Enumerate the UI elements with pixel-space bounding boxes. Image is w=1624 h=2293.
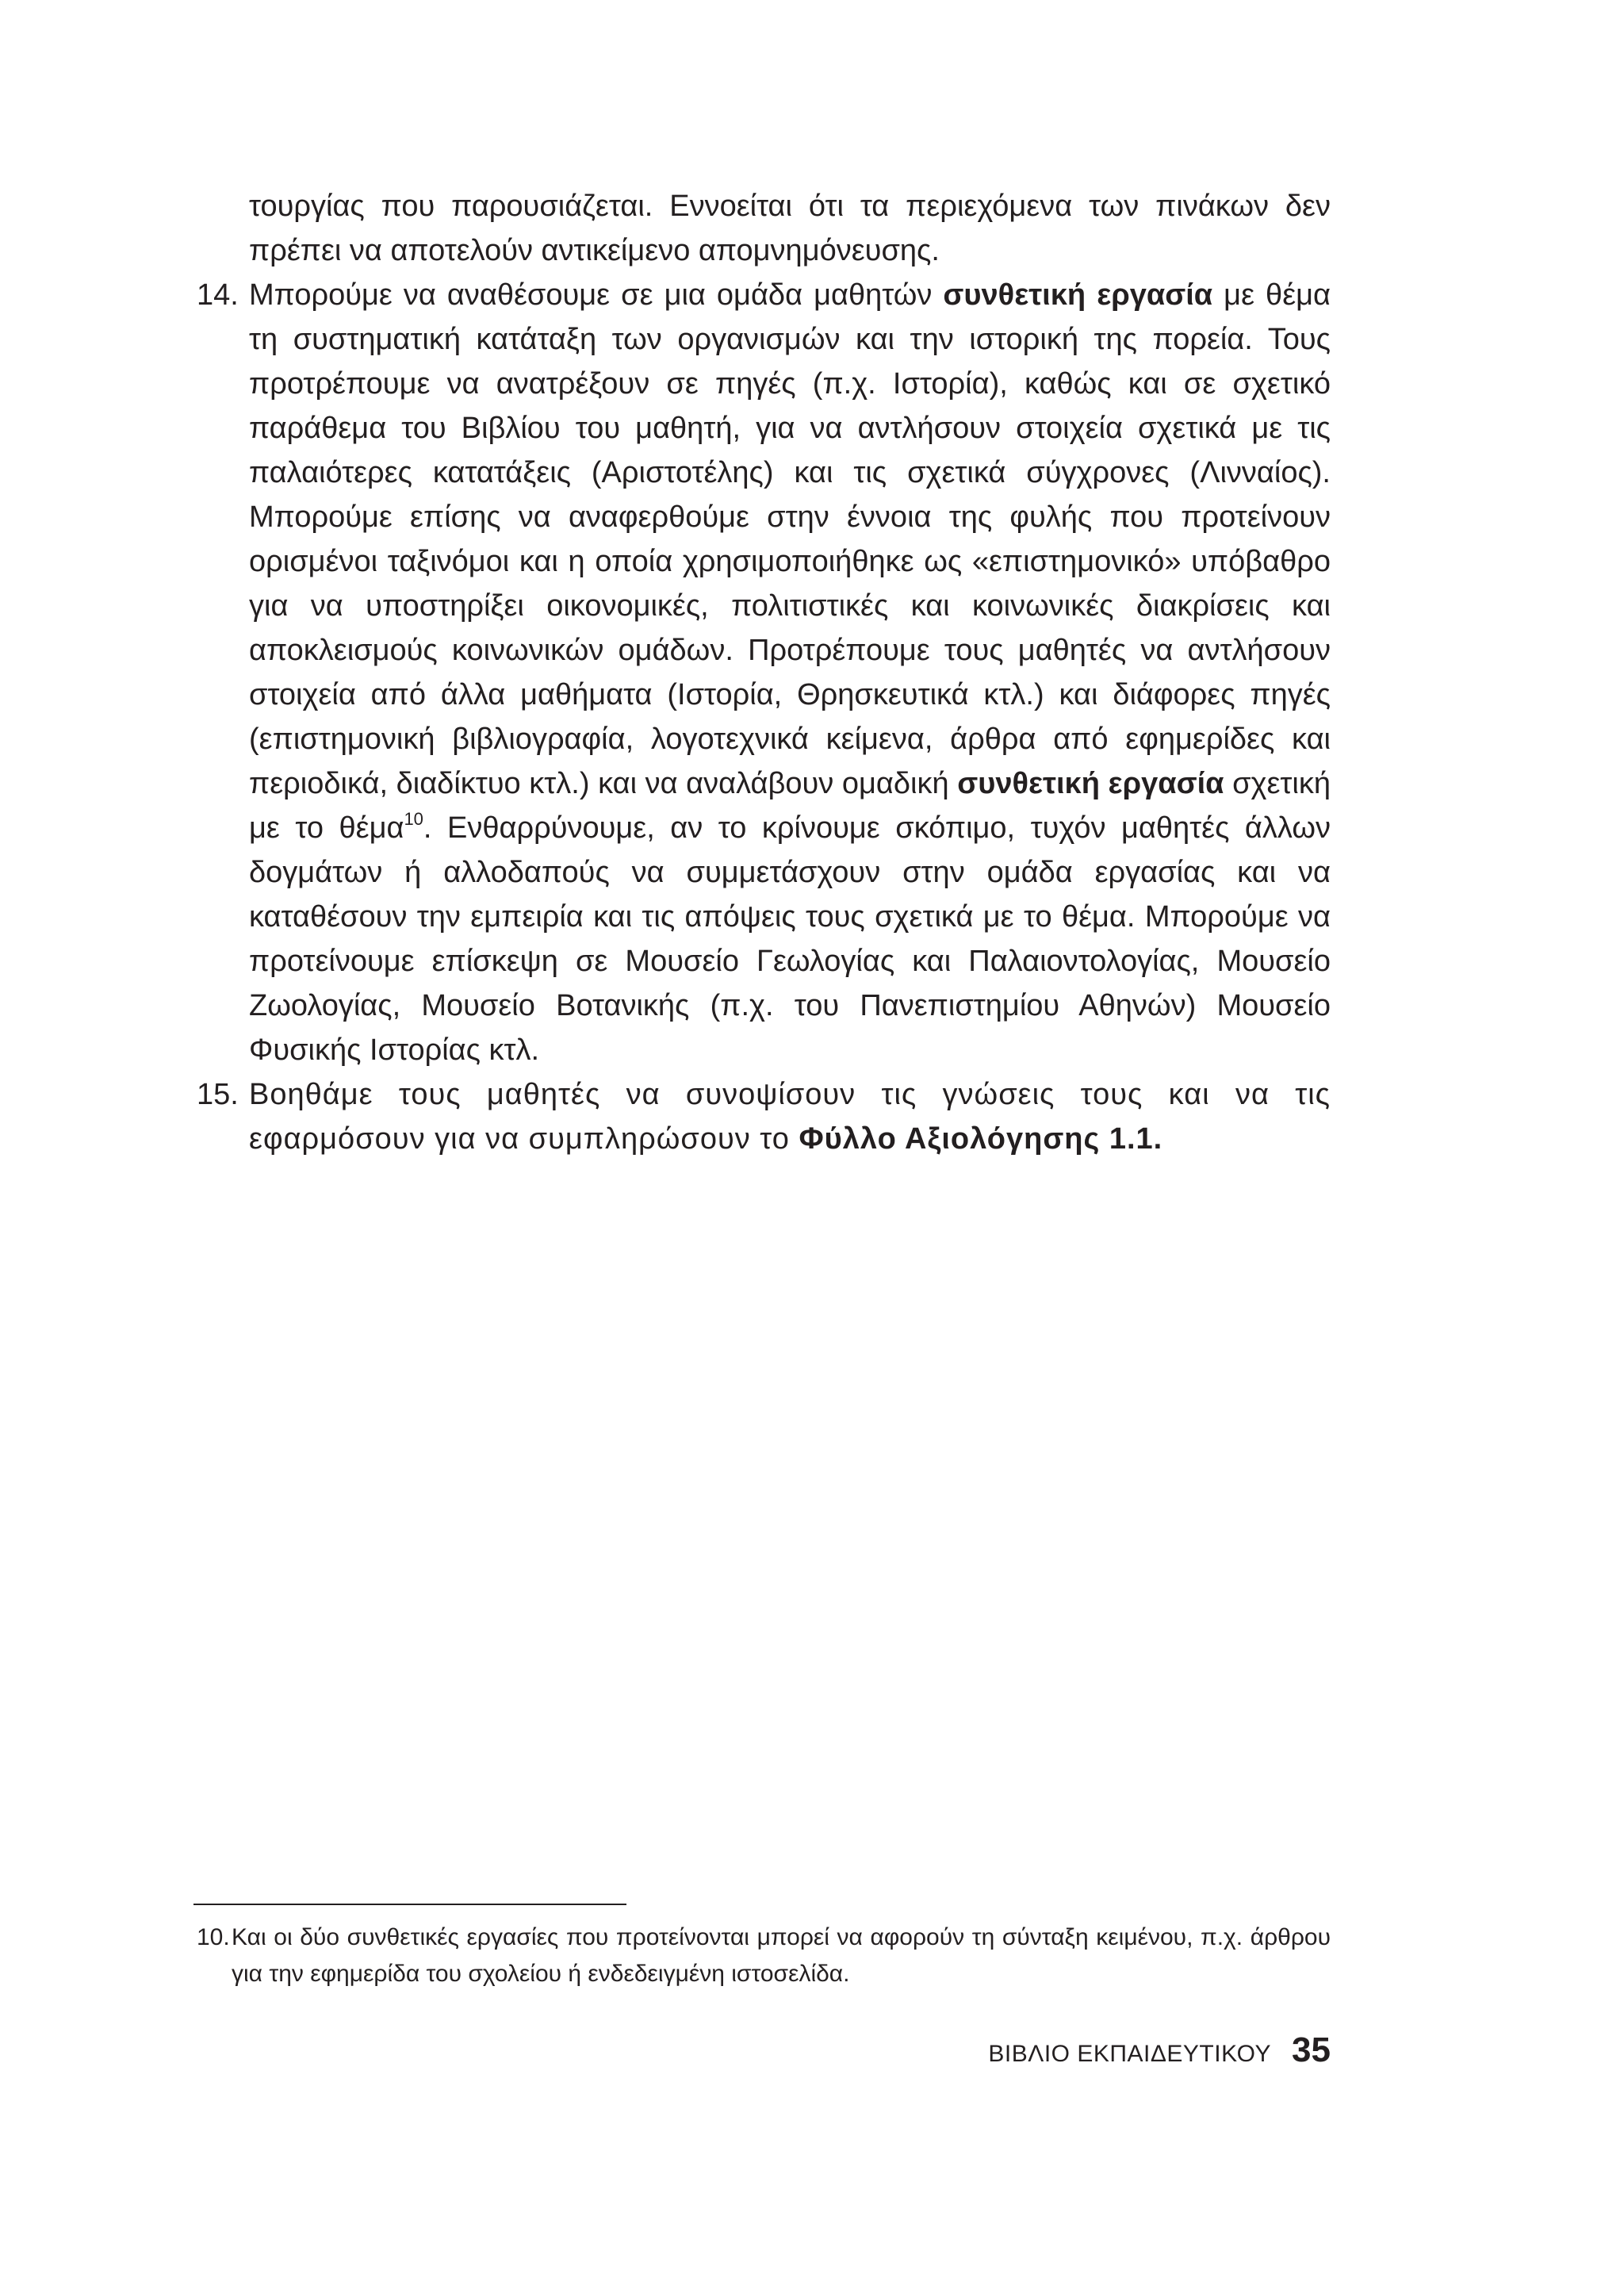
- item-number: 15.: [197, 1078, 239, 1111]
- bold-term: Φύλλο Αξιολόγησης 1.1.: [799, 1122, 1163, 1156]
- text-segment: με θέμα τη συστηματική κατάταξη των οργανισμών και την ιστορική της πορεία. Τους προτρέπουμε να ανατρέξουν σε πηγές (π.χ. Ιστορία), καθώς και σε σχετικό παράθεμα του Βιβλίου του μαθητή, για να αντλήσουν στοιχεία σχετικά με τις παλαιότερες κατατάξεις (Αριστοτέλης) και τις σχετικά σύγχρονες (Λινναίος). Μπορούμε επίσης να αναφερθούμε στην έννοια της φυλής που προτείνουν ορισμένοι ταξινόμοι και η οποία χρησιμοποιήθηκε ως «επιστημονικό» υπόβαθρο για να υποστηρίξει οικονομικές, πολιτιστικές και κοινωνικές διακρίσεις και αποκλεισμούς κοινωνικών ομάδων. Προτρέπουμε τους μαθητές να αντλήσουν στοιχεία από άλλα μαθήματα (Ιστορία, Θρησκευτικά κτλ.) και διάφορες πηγές (επιστημονική βιβλιογραφία, λογοτεχνικά κείμενα, άρθρα από εφημερίδες και περιοδικά, διαδίκτυο κτλ.) και να αναλάβουν ομαδική: [249, 278, 1331, 800]
- main-text: [197, 184, 1331, 1161]
- item-text: [249, 273, 1331, 1072]
- list-item-15: [197, 1072, 1331, 1161]
- footnote-divider: [193, 1904, 626, 1905]
- footnote-reference: 10: [404, 809, 423, 830]
- text-segment: Μπορούμε να αναθέσουμε σε μια ομάδα μαθητών: [249, 278, 944, 312]
- running-footer: [988, 2030, 1331, 2070]
- page-number: 35: [1292, 2030, 1331, 2069]
- item-text: [249, 1072, 1331, 1161]
- text-segment: σχετική με το θέμα: [249, 767, 1331, 845]
- item-number: 14.: [197, 278, 239, 312]
- list-item-14: [197, 273, 1331, 1072]
- bold-term: συνθετική εργασία: [943, 278, 1213, 312]
- text-segment: Βοηθάμε τους μαθητές να συνοψίσουν τις γνώσεις τους και να τις εφαρμόσουν για να συμπληρώσουν το: [249, 1078, 1331, 1156]
- footnote-number: 10.: [197, 1924, 230, 1950]
- book-title: ΒΙΒΛΙΟ ΕΚΠΑΙΔΕΥΤΙΚΟΥ: [988, 2041, 1272, 2067]
- footnote: [197, 1919, 1331, 1992]
- bold-term: συνθετική εργασία: [957, 767, 1224, 800]
- text-segment: . Ενθαρρύνουμε, αν το κρίνουμε σκόπιμο, τυχόν μαθητές άλλων δογμάτων ή αλλοδαπούς να συμμετάσχουν στην ομάδα εργασίας και να καταθέσουν την εμπειρία και τις απόψεις τους σχετικά με το θέμα. Μπορούμε να προτείνουμε επίσκεψη σε Μουσείο Γεωλογίας και Παλαιοντολογίας, Μουσείο Ζωολογίας, Μουσείο Βοτανικής (π.χ. του Πανεπιστημίου Αθηνών) Μουσείο Φυσικής Ιστορίας κτλ.: [249, 811, 1331, 1067]
- footnote-text: Και οι δύο συνθετικές εργασίες που προτείνονται μπορεί να αφορούν τη σύνταξη κειμένου, π.χ. άρθρου για την εφημερίδα του σχολείου ή ενδεδειγμένη ιστοσελίδα.: [232, 1924, 1331, 1987]
- continuation-paragraph: τουργίας που παρουσιάζεται. Εννοείται ότι τα περιεχόμενα των πινάκων δεν πρέπει να αποτελούν αντικείμενο απομνημόνευσης.: [249, 190, 1331, 267]
